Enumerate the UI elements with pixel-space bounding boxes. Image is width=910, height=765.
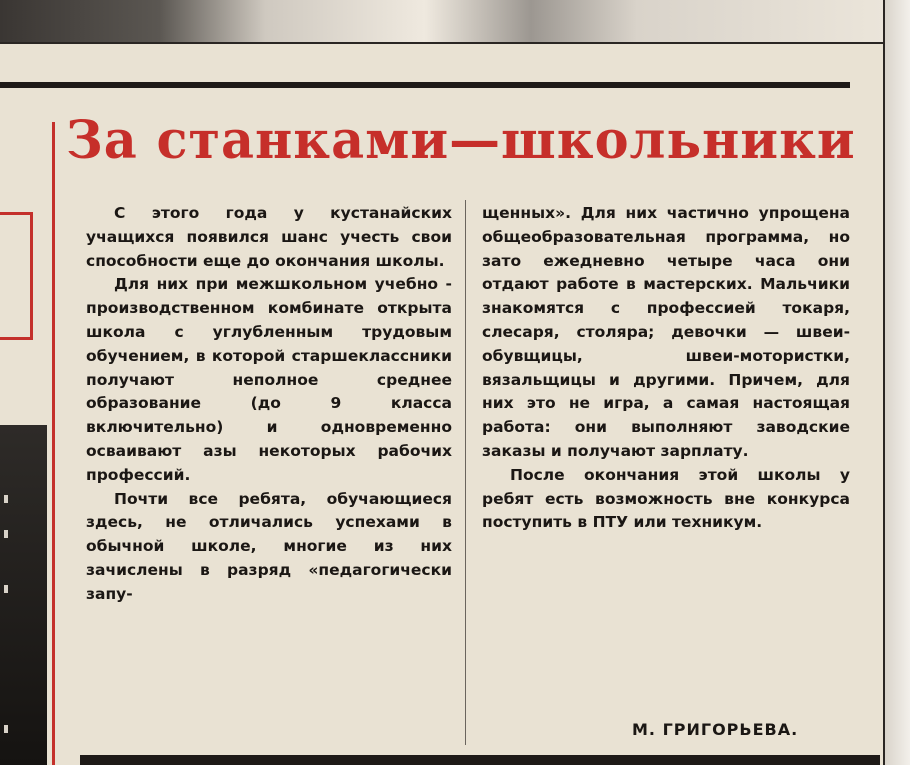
paragraph: щенных». Для них частично упрощена общеобразовательная программа, но зато ежедневно четыре часа они отдают работе в мастерских. Мальчики знакомятся с профессией токаря, слесаря, столяра; девочки — швеи-обувщицы, швеи-мотористки, вязальщицы и другими. Причем, для них это не игра, а самая настоящая работа: они выполняют заводские заказы и получают зарплату. [482,204,850,460]
paragraph: После окончания этой школы у ребят есть возможность вне конкурса поступить в ПТУ или техникум. [482,465,850,532]
column-divider [465,200,466,745]
author-signature: М. ГРИГОРЬЕВА. [632,720,799,739]
adjacent-article-frame [0,212,33,340]
article-column-left [86,202,452,607]
paragraph: Для них при межшкольном учебно - производственном комбинате открыта школа с углубленным трудовым обучением, в которой старшеклассники получают неполное среднее образование (до 9 класса включительно) и одновременно осваивают азы некоторых рабочих профессий. [86,275,452,484]
article-column-right [482,202,850,535]
adjacent-photo [0,425,47,765]
section-rule [0,82,850,88]
paragraph: Почти все ребята, обучающиеся здесь, не отличались успехами в обычной школе, многие из них зачислены в разряд «педагогически запу- [86,489,452,603]
red-column-rule [52,122,55,765]
paragraph: С этого года у кустанайских учащихся появился шанс учесть свои способности еще до окончания школы. [86,204,452,270]
page-edge [883,0,910,765]
bottom-rule [80,755,880,765]
photo-strip-top [0,0,885,44]
headline: За станками—школьники [66,110,856,171]
